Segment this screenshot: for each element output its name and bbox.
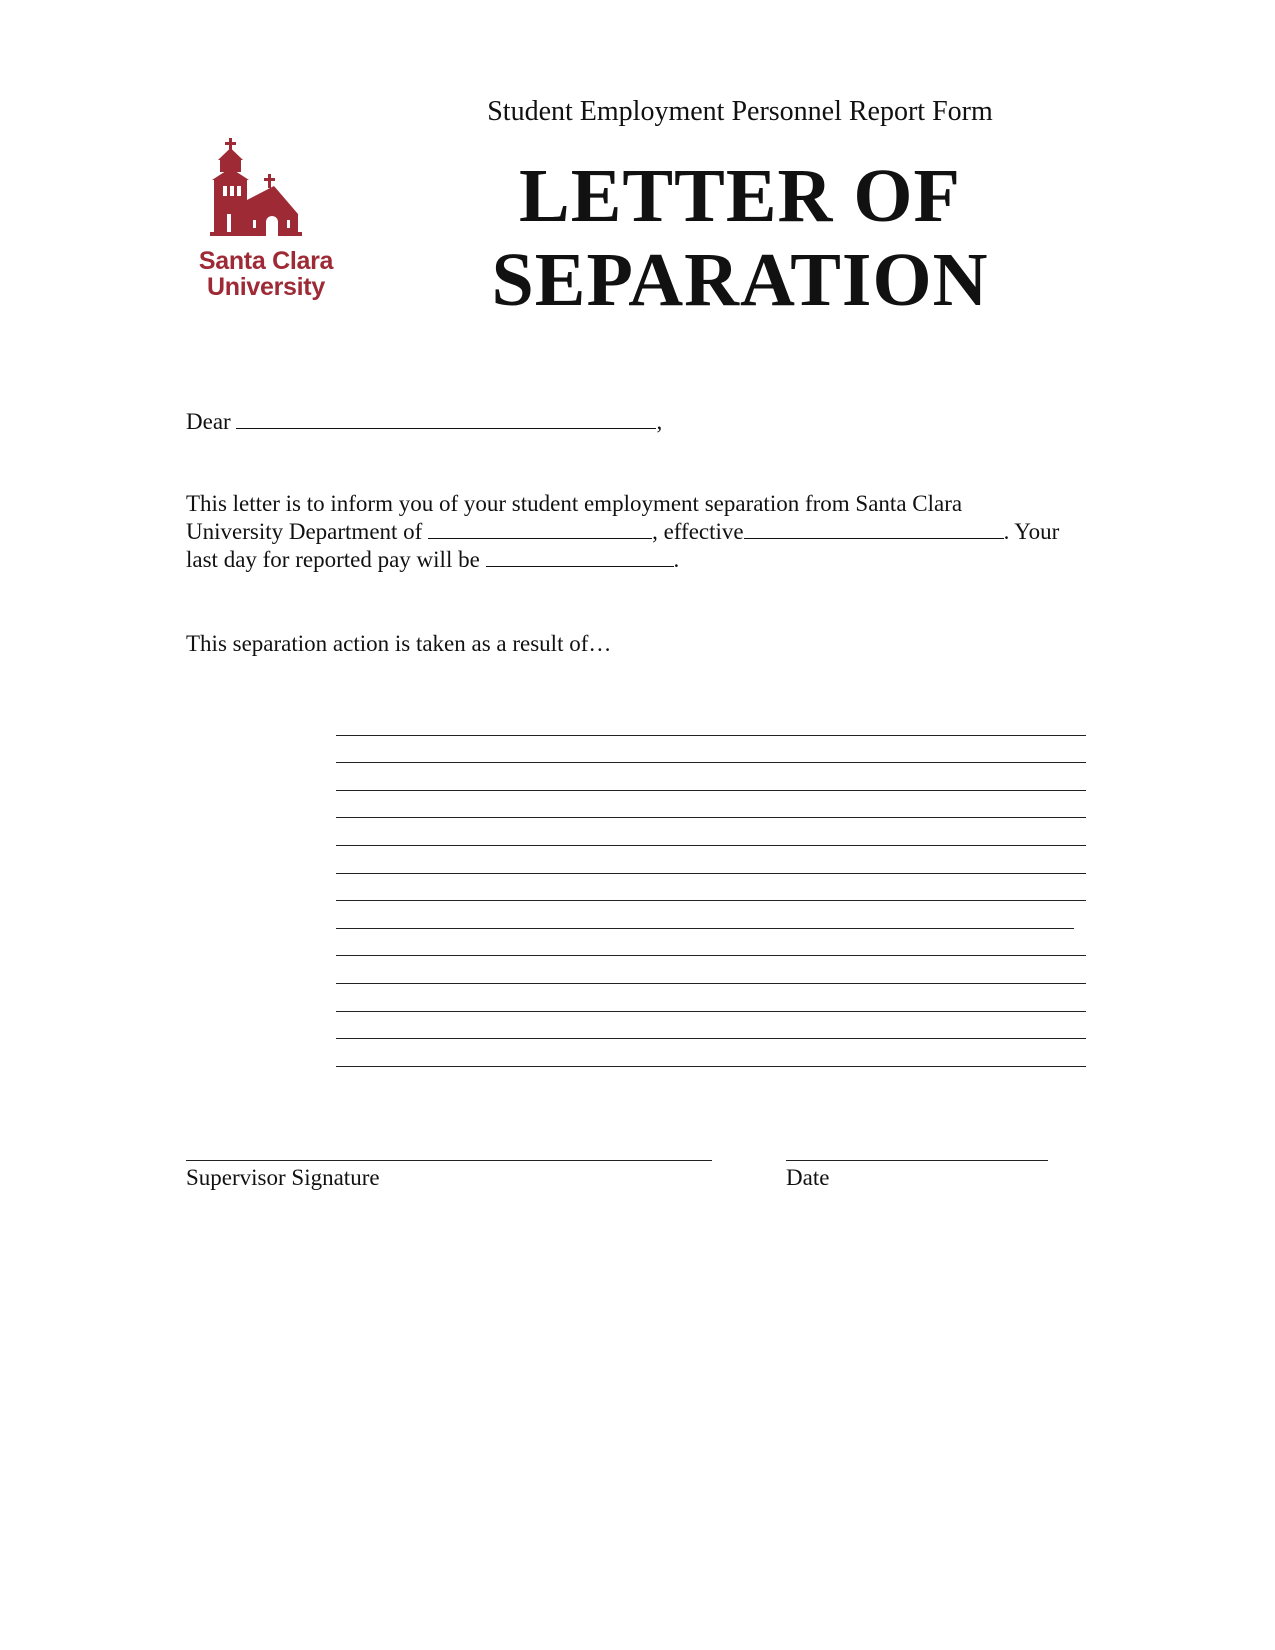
reason-line[interactable] [336, 929, 1086, 957]
recipient-name-blank[interactable] [236, 408, 656, 429]
document-title-line1: LETTER OF [519, 154, 961, 238]
logo-text-line1: Santa Clara [198, 247, 334, 275]
reason-line[interactable] [336, 736, 1086, 764]
effective-label: , effective [652, 519, 744, 544]
last-day-label: last day for reported pay will be [186, 547, 480, 572]
salutation-label: Dear [186, 409, 231, 434]
separation-cause-label: This separation action is taken as a result of… [186, 631, 612, 656]
your-label: . Your [1003, 519, 1060, 544]
effective-date-blank[interactable] [744, 518, 1004, 539]
department-blank[interactable] [428, 518, 652, 539]
paragraph-line-2 [186, 518, 1059, 546]
paragraph-line-3 [186, 546, 1059, 574]
reason-line[interactable] [336, 984, 1086, 1012]
salutation-comma: , [656, 409, 663, 434]
reason-line[interactable] [336, 956, 1086, 984]
last-day-period: . [673, 547, 680, 572]
reason-line[interactable] [336, 1012, 1086, 1040]
mission-church-icon [196, 138, 336, 248]
reason-line[interactable] [336, 708, 1086, 736]
reason-line[interactable] [336, 874, 1086, 902]
santa-clara-university-logo [196, 138, 336, 308]
reason-line[interactable] [336, 1039, 1086, 1067]
logo-text-line2: University [207, 273, 325, 301]
separation-paragraph [186, 490, 1059, 574]
date-label: Date [786, 1165, 830, 1190]
reason-line[interactable] [336, 763, 1086, 791]
reason-line[interactable] [336, 791, 1086, 819]
department-label: University Department of [186, 519, 423, 544]
document-title-line2: SEPARATION [491, 238, 989, 322]
salutation [186, 408, 662, 436]
supervisor-signature-label: Supervisor Signature [186, 1165, 380, 1190]
last-pay-day-blank[interactable] [486, 546, 674, 567]
paragraph-line-1: This letter is to inform you of your student employment separation from Santa Clara [186, 491, 963, 516]
form-name: Student Employment Personnel Report Form [487, 96, 993, 127]
reason-line[interactable] [336, 846, 1086, 874]
supervisor-signature-line[interactable] [186, 1160, 712, 1161]
separation-reason-lines [336, 708, 1086, 1067]
reason-line[interactable] [336, 901, 1074, 929]
date-line[interactable] [786, 1160, 1048, 1161]
reason-line[interactable] [336, 818, 1086, 846]
